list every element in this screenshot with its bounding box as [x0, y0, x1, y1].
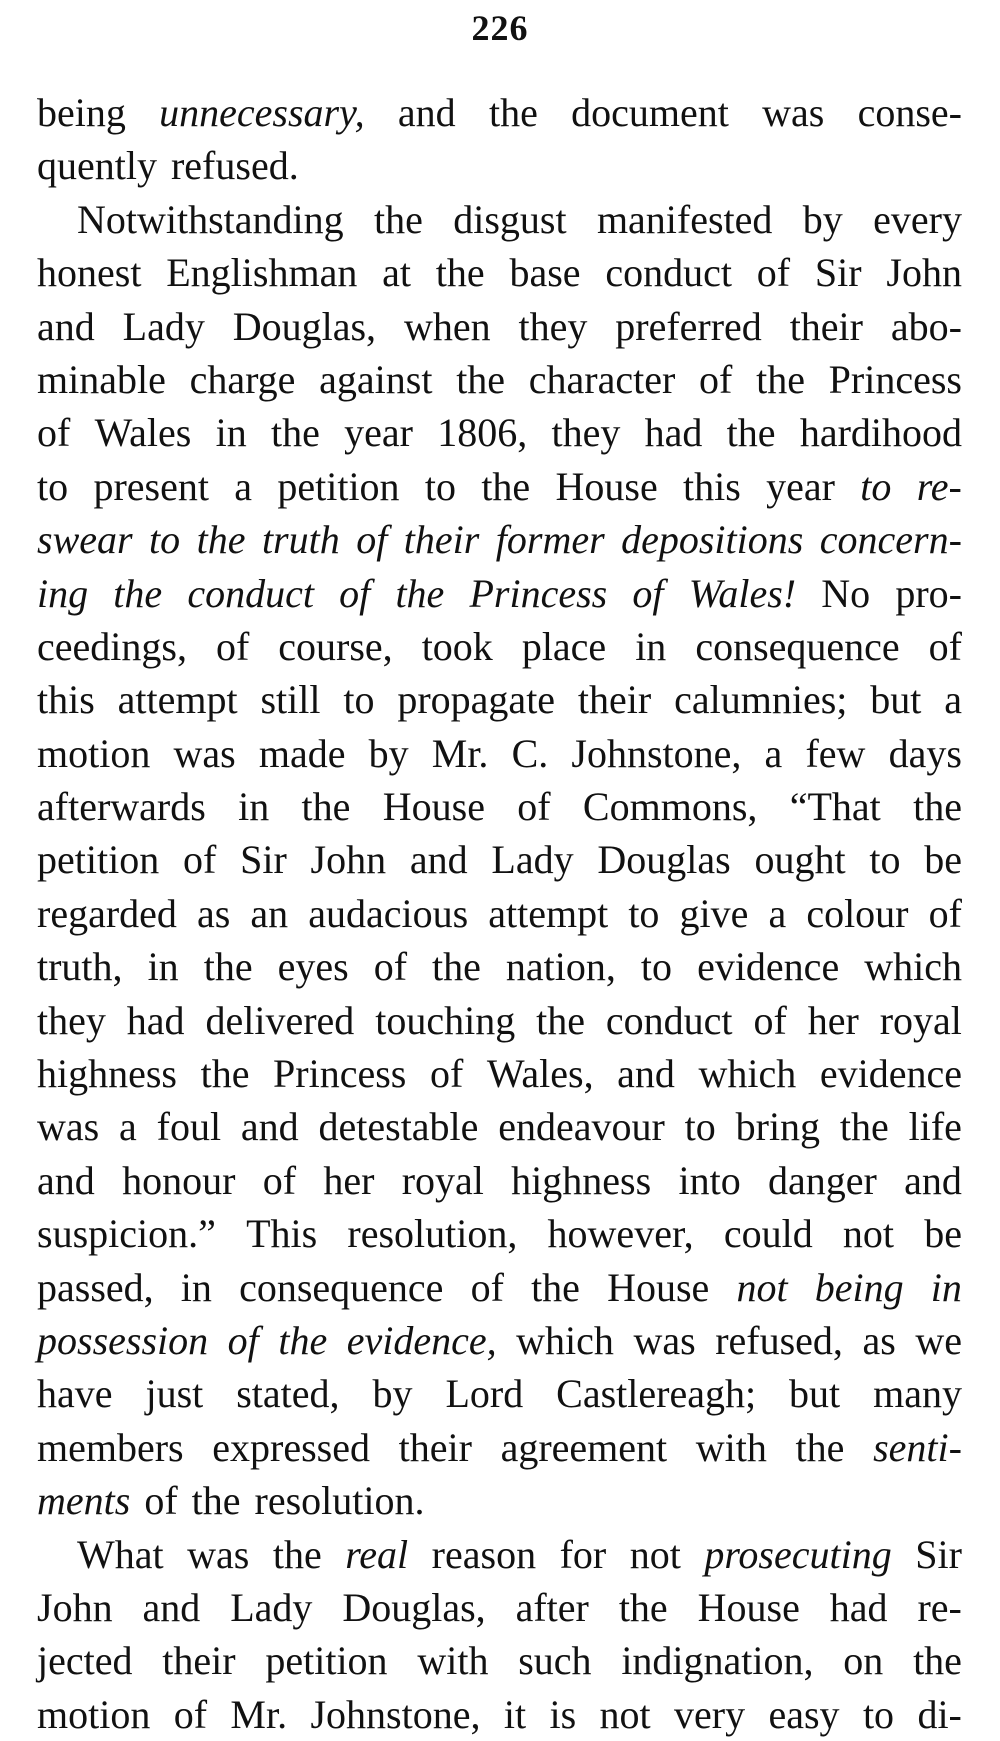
word: jected: [37, 1638, 133, 1684]
word: the: [481, 463, 531, 509]
word: had: [644, 410, 703, 456]
word: and: [617, 1051, 675, 1097]
word: was: [633, 1317, 696, 1363]
word: calumnies;: [674, 677, 848, 723]
word: of: [753, 997, 787, 1043]
word: days: [888, 730, 962, 776]
word: of: [756, 250, 791, 296]
word: resolution,: [347, 1211, 518, 1257]
word: disgust: [453, 196, 567, 242]
word: not: [842, 1211, 895, 1257]
word: document: [571, 90, 729, 135]
word: their: [577, 677, 652, 723]
text-line: [37, 994, 962, 1047]
word: was: [187, 1531, 250, 1577]
word: delivered: [205, 997, 355, 1043]
word: the: [756, 356, 805, 402]
word: and: [142, 1584, 201, 1630]
text-line: [37, 1100, 962, 1153]
word: pro-: [895, 570, 962, 616]
word: year: [344, 410, 413, 456]
word: took: [421, 623, 493, 669]
word: the: [301, 784, 351, 830]
word: audacious: [308, 890, 469, 936]
word: Sir: [814, 250, 862, 296]
word: by: [372, 1371, 413, 1417]
word: such: [518, 1638, 592, 1684]
word: truth: [261, 517, 340, 563]
word: made: [258, 730, 346, 776]
word: had: [829, 1584, 888, 1630]
word: not: [736, 1264, 788, 1310]
text-line: [37, 1421, 962, 1474]
word: this: [37, 677, 95, 723]
word: regarded: [37, 890, 177, 936]
word: Mr.: [230, 1691, 288, 1737]
word: propagate: [397, 677, 556, 723]
word: which: [516, 1317, 614, 1363]
word: the: [456, 356, 506, 402]
word: expressed: [212, 1424, 370, 1470]
word: being: [37, 90, 126, 135]
word: “That: [789, 784, 881, 830]
text-line: [37, 139, 962, 192]
word: Douglas,: [232, 303, 377, 349]
word: the: [191, 1478, 241, 1524]
word: of: [215, 623, 250, 669]
word: conse-: [857, 90, 962, 135]
word: as: [196, 890, 231, 936]
word: of: [632, 570, 664, 616]
word: their: [398, 1424, 472, 1470]
word: to: [37, 463, 69, 509]
word: of: [928, 623, 962, 669]
word: endeavour: [498, 1104, 665, 1150]
word: just: [145, 1371, 204, 1417]
word: was: [762, 90, 825, 135]
word: evidence: [697, 944, 840, 990]
text-line: [37, 300, 962, 353]
word: by: [368, 730, 409, 776]
text-line: [37, 353, 962, 406]
word: reason: [431, 1531, 537, 1577]
word: but: [870, 677, 922, 723]
word: of: [517, 784, 551, 830]
word: being: [814, 1264, 904, 1310]
word: many: [873, 1371, 962, 1417]
word: was: [37, 1104, 100, 1150]
word: abo-: [890, 303, 962, 349]
word: still: [260, 677, 321, 723]
word: to: [862, 1691, 895, 1737]
word: Wales: [94, 410, 192, 456]
word: in: [238, 784, 270, 830]
word: hardihood: [799, 410, 962, 456]
word: when: [403, 303, 491, 349]
word: honest: [37, 250, 142, 296]
word: have: [37, 1371, 113, 1417]
word: Lady: [122, 303, 205, 349]
word: detestable: [318, 1104, 479, 1150]
word: Douglas,: [342, 1584, 486, 1630]
word: a: [764, 730, 783, 776]
word: and: [397, 90, 456, 135]
word: base: [509, 250, 581, 296]
word: danger: [768, 1157, 877, 1203]
word: refused,: [715, 1317, 843, 1363]
word: by: [802, 196, 843, 242]
word: petition: [37, 837, 160, 883]
word: minable: [37, 356, 166, 402]
word: her: [323, 1157, 375, 1203]
word: members: [37, 1424, 184, 1470]
word: very: [674, 1691, 746, 1737]
word: of: [182, 837, 217, 883]
word: Wales,: [486, 1051, 594, 1097]
word: real: [345, 1531, 409, 1577]
page-number: 226: [471, 8, 529, 48]
word: a: [234, 463, 253, 509]
word: in: [930, 1264, 962, 1310]
text-line: [37, 1047, 962, 1100]
word: be: [924, 1211, 962, 1257]
word: possession: [37, 1317, 209, 1363]
word: of: [144, 1478, 178, 1524]
word: which: [698, 1051, 797, 1097]
word: to: [343, 677, 375, 723]
word: foul: [156, 1104, 222, 1150]
text-line: [37, 1528, 962, 1581]
word: Commons,: [582, 784, 758, 830]
word: their: [403, 517, 480, 563]
word: conduct: [605, 250, 732, 296]
word: the: [395, 570, 445, 616]
word: their: [162, 1638, 236, 1684]
word: of: [356, 517, 388, 563]
word: ments: [37, 1478, 131, 1524]
word: former: [495, 517, 605, 563]
word: not: [599, 1691, 651, 1737]
text-line: [37, 940, 962, 993]
word: di-: [917, 1691, 962, 1737]
word: passed,: [37, 1264, 154, 1310]
word: suspicion.”: [37, 1211, 216, 1257]
word: course,: [278, 623, 393, 669]
word: in: [147, 944, 179, 990]
word: depositions: [621, 517, 804, 563]
word: to: [869, 837, 901, 883]
word: C.: [511, 730, 549, 776]
word: This: [246, 1211, 318, 1257]
word: for: [559, 1531, 607, 1577]
word: of: [173, 1691, 208, 1737]
word: with: [695, 1424, 767, 1470]
word: Lady: [230, 1584, 313, 1630]
word: the: [488, 90, 538, 135]
word: Castlereagh;: [556, 1371, 757, 1417]
word: royal: [879, 997, 962, 1043]
word: a: [944, 677, 962, 723]
text-line: [37, 1261, 962, 1314]
word: the: [113, 570, 163, 616]
word: to: [424, 463, 456, 509]
word: honour: [122, 1157, 236, 1203]
word: at: [382, 250, 411, 296]
word: to: [684, 1104, 716, 1150]
word: bring: [735, 1104, 821, 1150]
word: and: [409, 837, 468, 883]
word: on: [843, 1638, 884, 1684]
word: charge: [189, 356, 296, 402]
word: and: [37, 303, 95, 349]
word: her: [807, 997, 859, 1043]
word: colour: [806, 890, 909, 936]
word: they: [518, 303, 588, 349]
word: be: [924, 837, 962, 883]
word: agreement: [500, 1424, 668, 1470]
word: year: [766, 463, 835, 509]
word: the: [536, 997, 585, 1043]
word: to: [860, 463, 892, 509]
text-line: [37, 86, 962, 139]
word: swear: [37, 517, 133, 563]
word: easy: [768, 1691, 840, 1737]
text-line: [37, 1207, 962, 1260]
word: resolution.: [254, 1478, 425, 1524]
word: in: [635, 623, 667, 669]
word: touching: [375, 997, 516, 1043]
text-line: [37, 887, 962, 940]
word: with: [417, 1638, 489, 1684]
text-line: [37, 1688, 962, 1741]
word: is: [549, 1691, 577, 1737]
word: What: [77, 1531, 164, 1577]
word: present: [93, 463, 209, 509]
word: Sir: [240, 837, 287, 883]
word: ought: [754, 837, 846, 883]
word: No: [821, 570, 871, 616]
word: the: [200, 1051, 250, 1097]
word: Englishman: [166, 250, 358, 296]
word: but: [789, 1371, 841, 1417]
word: character: [528, 356, 676, 402]
word: ceedings,: [37, 623, 187, 669]
word: of: [373, 944, 408, 990]
word: of: [429, 1051, 464, 1097]
word: Lady: [491, 837, 574, 883]
word: give: [679, 890, 749, 936]
text-line: [37, 673, 962, 726]
word: of: [928, 890, 962, 936]
word: petition: [265, 1638, 388, 1684]
text-line: [37, 1634, 962, 1687]
word: the: [203, 944, 253, 990]
word: Sir: [915, 1531, 962, 1577]
word: highness: [511, 1157, 652, 1203]
word: every: [873, 196, 962, 242]
word: of: [37, 410, 71, 456]
word: the: [374, 196, 423, 242]
word: Princess: [828, 356, 962, 402]
word: John: [886, 250, 962, 296]
word: the: [726, 410, 776, 456]
word: the: [913, 784, 962, 830]
word: and: [904, 1157, 962, 1203]
text-line: [37, 513, 962, 566]
word: evidence,: [346, 1317, 497, 1363]
text-line: [37, 1581, 962, 1634]
word: of: [470, 1264, 504, 1310]
word: House: [555, 463, 658, 509]
text-line: [37, 780, 962, 833]
word: Johnstone,: [310, 1691, 481, 1737]
word: however,: [547, 1211, 694, 1257]
word: of: [262, 1157, 297, 1203]
body-text: [37, 86, 962, 1741]
word: John: [37, 1584, 113, 1630]
word: Princess: [469, 570, 608, 616]
text-line: [37, 460, 962, 513]
word: a: [119, 1104, 137, 1150]
word: Lord: [445, 1371, 524, 1417]
word: and: [37, 1157, 95, 1203]
word: consequence: [695, 623, 900, 669]
word: an: [250, 890, 289, 936]
word: refused.: [170, 143, 299, 189]
word: senti-: [873, 1424, 962, 1470]
text-line: [37, 620, 962, 673]
word: John: [310, 837, 387, 883]
word: we: [915, 1317, 962, 1363]
text-line: [37, 1367, 962, 1420]
word: the: [839, 1104, 889, 1150]
text-line: [37, 833, 962, 886]
word: the: [196, 517, 246, 563]
word: Notwithstanding: [77, 196, 344, 242]
word: the: [531, 1264, 580, 1310]
word: truth,: [37, 944, 123, 990]
word: the: [278, 1317, 328, 1363]
word: as: [862, 1317, 896, 1363]
word: the: [432, 944, 481, 990]
word: House: [382, 784, 485, 830]
word: and: [240, 1104, 299, 1150]
word: could: [723, 1211, 813, 1257]
text-line: [37, 1314, 962, 1367]
word: Princess: [273, 1051, 407, 1097]
word: in: [180, 1264, 212, 1310]
word: Wales!: [688, 570, 797, 616]
word: preferred: [615, 303, 762, 349]
word: conduct: [187, 570, 314, 616]
word: it: [503, 1691, 527, 1737]
word: not: [629, 1531, 681, 1577]
word: indignation,: [621, 1638, 814, 1684]
word: attempt: [117, 677, 238, 723]
word: in: [215, 410, 247, 456]
word: quently: [37, 143, 157, 189]
text-line: [37, 406, 962, 459]
word: House: [607, 1264, 710, 1310]
word: unnecessary,: [159, 90, 365, 135]
text-line: [37, 1154, 962, 1207]
word: their: [789, 303, 863, 349]
word: prosecuting: [704, 1531, 892, 1577]
word: manifested: [596, 196, 773, 242]
word: highness: [37, 1051, 177, 1097]
word: this: [683, 463, 741, 509]
word: the: [435, 250, 485, 296]
word: petition: [277, 463, 400, 509]
word: against: [319, 356, 433, 402]
word: a: [768, 890, 787, 936]
word: of: [227, 1317, 259, 1363]
word: they: [551, 410, 621, 456]
word: eyes: [277, 944, 349, 990]
word: Johnstone,: [571, 730, 742, 776]
word: concern-: [819, 517, 962, 563]
word: ing: [37, 570, 89, 616]
word: consequence: [239, 1264, 444, 1310]
word: to: [628, 890, 660, 936]
word: was: [173, 730, 236, 776]
text-line: [37, 246, 962, 299]
word: afterwards: [37, 784, 206, 830]
word: they: [37, 997, 106, 1043]
word: motion: [37, 730, 151, 776]
word: had: [126, 997, 185, 1043]
word: 1806,: [437, 410, 528, 456]
word: conduct: [605, 997, 733, 1043]
word: House: [697, 1584, 800, 1630]
text-line: [37, 193, 962, 246]
word: few: [805, 730, 866, 776]
word: which: [864, 944, 962, 990]
word: the: [795, 1424, 845, 1470]
word: Mr.: [431, 730, 489, 776]
text-line: [37, 727, 962, 780]
word: motion: [37, 1691, 151, 1737]
word: re-: [917, 1584, 962, 1630]
word: re-: [916, 463, 962, 509]
word: the: [913, 1638, 962, 1684]
word: into: [678, 1157, 741, 1203]
word: of: [699, 356, 733, 402]
word: the: [618, 1584, 668, 1630]
word: evidence: [819, 1051, 962, 1097]
word: after: [515, 1584, 589, 1630]
word: to: [640, 944, 673, 990]
word: royal: [401, 1157, 484, 1203]
word: Douglas: [597, 837, 731, 883]
word: the: [271, 410, 320, 456]
word: stated,: [236, 1371, 340, 1417]
word: nation,: [505, 944, 616, 990]
word: life: [908, 1104, 962, 1150]
word: attempt: [488, 890, 609, 936]
word: to: [149, 517, 181, 563]
text-line: [37, 1474, 962, 1527]
word: the: [272, 1531, 322, 1577]
text-line: [37, 567, 962, 620]
word: place: [521, 623, 607, 669]
word: of: [339, 570, 371, 616]
